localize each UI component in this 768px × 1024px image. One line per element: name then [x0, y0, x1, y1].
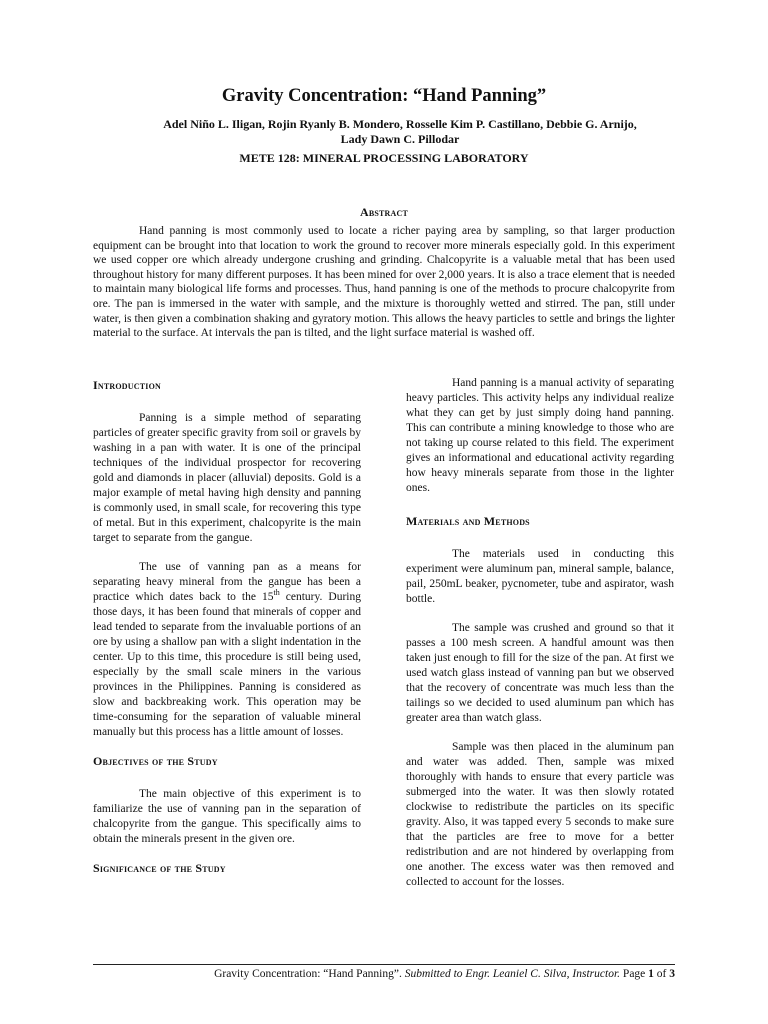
footer-rule: [93, 964, 675, 965]
paper-title: Gravity Concentration: “Hand Panning”: [221, 86, 547, 106]
course-name: METE 128: MINERAL PROCESSING LABORATORY: [239, 151, 529, 165]
abstract-heading: Abstract: [359, 205, 409, 219]
left-column: [93, 378, 361, 876]
significance-heading: Significance of the Study: [93, 861, 226, 875]
methods-paragraph-2: The sample was crushed and ground so that it passes a 100 mesh screen. A handful amount was then taken just enough to fill for the size of the pan. At first we used watch glass instead of vanning pan but we observed that the recovery of concentrate was much less than the tailings so we decided to used aluminum pan which has greater area than watch glass.: [406, 622, 674, 724]
ordinal-superscript: th: [273, 588, 280, 598]
introduction-paragraph-2: [93, 560, 361, 740]
footer-of-word: of: [653, 968, 670, 980]
objectives-paragraph: The main objective of this experiment is to familiarize the use of vanning pan in the separation of chalcopyrite from the gangue. This specifically aims to obtain the minerals present in the given ore.: [93, 788, 361, 845]
page-footer: [93, 968, 675, 980]
intro-p2-text-after: century. During those days, it has been found that minerals of copper and lead tended to separate from the invaluable portions of an ore by using a shallow pan with a slight indentation in the center. Up to this time, this procedure is still being used, especially by the small scale miners in the various provinces in the Philippines. Panning is considered as slow and backbreaking work. This operation may be time-consuming for the separation of valuable mineral manually but this process has a little amount of losses.: [93, 591, 361, 738]
authors-line-2: Lady Dawn C. Pillodar: [340, 132, 460, 146]
objectives-heading: Objectives of the Study: [93, 754, 218, 768]
right-column: [406, 376, 674, 890]
introduction-heading: Introduction: [93, 378, 161, 392]
author-list: [130, 117, 670, 147]
methods-heading: Materials and Methods: [406, 514, 530, 528]
footer-title: Gravity Concentration: “Hand Panning”.: [214, 968, 402, 980]
introduction-paragraph-1: Panning is a simple method of separating particles of greater specific gravity from soil or gravels by washing in a pan with water. It is one of the principal techniques of the individual prospector for recovering gold and diamonds in placer (alluvial) deposits. Gold is a major example of metal having high density and panning is commonly used, in small scale, for recovering this type of metal. But in this experiment, chalcopyrite is the main target to separate from the gangue.: [93, 412, 361, 544]
abstract-body: Hand panning is most commonly used to locate a richer paying area by sampling, so that larger production equipment can be brought into that location to work the ground to recover more minerals especially gold. In this experiment we used copper ore which already undergone crushing and grinding. Chalcopyrite is a valuable metal that has been used throughout history for many different purposes. It has been mined for over 2,000 years. It is also a trace element that is needed to maintain many biological life forms and processes. Thus, hand panning is one of the methods to procure chalcopyrite from ore. The pan is immersed in the water with sample, and the mixture is thoroughly wetted and stirred. The pan, still under water, is then given a combination shaking and gyratory motion. This allows the heavy particles to settle and brings the lighter material to the surface. At intervals the pan is tilted, and the light surface material is washed off.: [93, 225, 675, 340]
footer-submitted: Submitted to Engr. Leaniel C. Silva, Instructor.: [401, 968, 621, 980]
methods-paragraph-3: Sample was then placed in the aluminum pan and water was added. Then, sample was mixed thoroughly with hands to ensure that every particle was submerged into the water. It was then slowly rotated clockwise to redistribute the particles on its specific gravity. Also, it was tapped every 5 seconds to make sure that the particles are free to move for a better redistribution and are not hindered by overlapping from one another. The excess water was then removed and collected to account for the losses.: [406, 741, 674, 888]
footer-page-word: Page: [620, 968, 649, 980]
authors-line-1: Adel Niño L. Iligan, Rojin Ryanly B. Mondero, Rosselle Kim P. Castillano, Debbie G. Arnijo,: [163, 117, 637, 131]
footer-page-number: 1: [648, 968, 654, 980]
intro-p2-text-before: The use of vanning pan as a means for separating heavy mineral from the gangue has been a practice which dates back to the 15: [93, 561, 361, 603]
significance-paragraph: Hand panning is a manual activity of separating heavy particles. This activity helps any individual realize what they can get by just simply doing hand panning. This can contribute a mining knowledge to those who are not taking up course related to this field. The experiment gives an informational and educational activity regarding how heavy minerals separate from those in the lighter ones.: [406, 377, 674, 494]
footer-page-total: 3: [669, 968, 675, 980]
methods-paragraph-1: The materials used in conducting this experiment were aluminum pan, mineral sample, balance, pail, 250mL beaker, pycnometer, tube and aspirator, wash bottle.: [406, 548, 674, 605]
